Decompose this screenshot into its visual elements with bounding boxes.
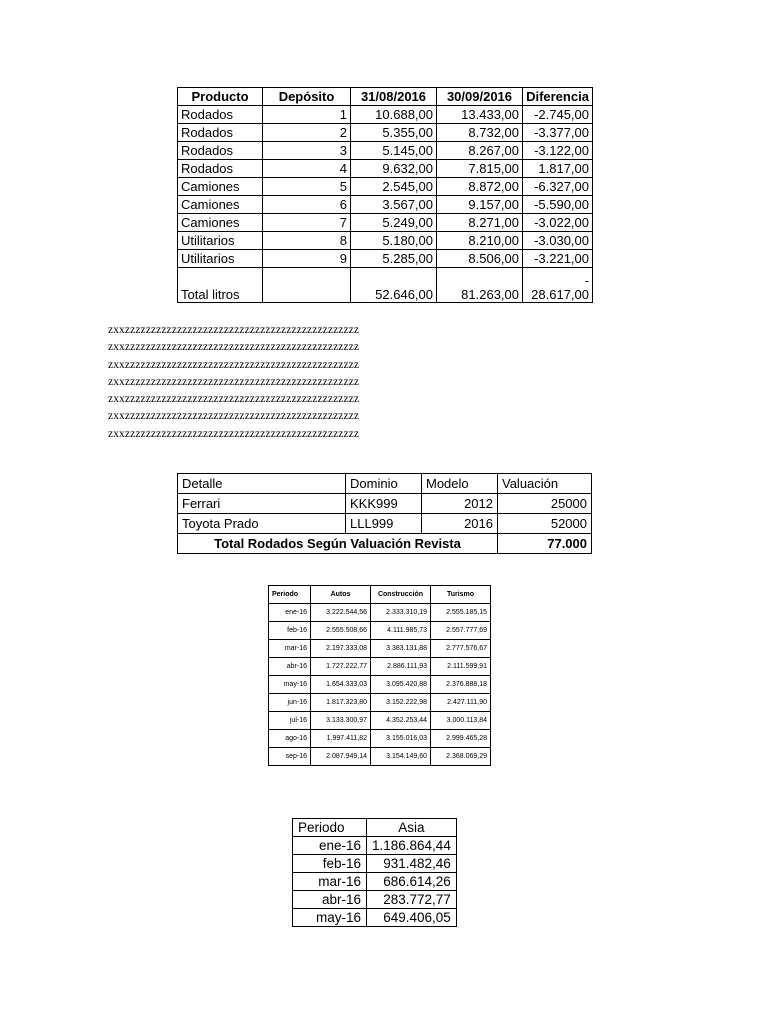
construccion-cell: 4.111.985,73 <box>371 622 431 640</box>
stock-table <box>177 87 593 303</box>
table-row <box>269 658 491 676</box>
table-row <box>178 106 593 124</box>
date2-cell: 8.506,00 <box>437 250 523 268</box>
asia-value-cell: 931.482,46 <box>367 855 457 873</box>
sector-header <box>269 586 491 604</box>
table-row <box>269 694 491 712</box>
table-row <box>269 676 491 694</box>
autos-cell: 1.817.323,80 <box>311 694 371 712</box>
modelo-cell: 2016 <box>422 514 498 534</box>
table-row <box>178 124 593 142</box>
header-diferencia: Diferencia <box>523 88 593 106</box>
table-row <box>269 622 491 640</box>
producto-cell: Utilitarios <box>178 232 263 250</box>
table-row <box>269 730 491 748</box>
filler-text-block <box>108 322 359 443</box>
periodo-cell: abr-16 <box>269 658 311 676</box>
detalle-cell: Ferrari <box>178 494 346 514</box>
asia-value-cell: 1.186.864,44 <box>367 837 457 855</box>
detalle-cell: Toyota Prado <box>178 514 346 534</box>
date2-cell: 8.267,00 <box>437 142 523 160</box>
sector-table <box>268 585 491 766</box>
autos-cell: 2.197.333,08 <box>311 640 371 658</box>
asia-header <box>293 819 457 837</box>
deposito-cell: 1 <box>263 106 351 124</box>
construccion-cell: 4.352.253,44 <box>371 712 431 730</box>
date2-cell: 7.815,00 <box>437 160 523 178</box>
date2-cell: 8.732,00 <box>437 124 523 142</box>
filler-text-line: zxxzzzzzzzzzzzzzzzzzzzzzzzzzzzzzzzzzzzzzzzzzzzzz <box>108 410 360 423</box>
table-row <box>293 873 457 891</box>
construccion-cell: 3.152.222,98 <box>371 694 431 712</box>
header-modelo: Modelo <box>422 474 498 494</box>
diferencia-cell: -5.590,00 <box>523 196 593 214</box>
autos-cell: 3.133.300,97 <box>311 712 371 730</box>
periodo-cell: mar-16 <box>269 640 311 658</box>
deposito-cell: 5 <box>263 178 351 196</box>
producto-cell: Utilitarios <box>178 250 263 268</box>
diferencia-cell: -3.377,00 <box>523 124 593 142</box>
turismo-cell: 2.376.888,18 <box>431 676 491 694</box>
filler-text-line: zxxzzzzzzzzzzzzzzzzzzzzzzzzzzzzzzzzzzzzzzzzzzzzz <box>108 393 360 406</box>
date1-cell: 5.249,00 <box>351 214 437 232</box>
table-row <box>178 142 593 160</box>
header-periodo: Periodo <box>269 586 311 604</box>
header-producto: Producto <box>178 88 263 106</box>
diferencia-cell: -3.022,00 <box>523 214 593 232</box>
diferencia-cell: -6.327,00 <box>523 178 593 196</box>
turismo-cell: 2.111.599,91 <box>431 658 491 676</box>
table-row <box>269 748 491 766</box>
date2-cell: 8.210,00 <box>437 232 523 250</box>
construccion-cell: 2.333.310,19 <box>371 604 431 622</box>
turismo-cell: 2.427.111,90 <box>431 694 491 712</box>
deposito-cell: 4 <box>263 160 351 178</box>
turismo-cell: 2.555.185,15 <box>431 604 491 622</box>
table-row <box>178 232 593 250</box>
periodo-cell: ago-16 <box>269 730 311 748</box>
table-row <box>178 178 593 196</box>
header-date-1: 31/08/2016 <box>351 88 437 106</box>
modelo-cell: 2012 <box>422 494 498 514</box>
date1-cell: 3.567,00 <box>351 196 437 214</box>
producto-cell: Rodados <box>178 106 263 124</box>
total-col1: 52.646,00 <box>351 268 437 303</box>
header-dominio: Dominio <box>346 474 422 494</box>
stock-table-header <box>178 88 593 106</box>
header-detalle: Detalle <box>178 474 346 494</box>
table-row <box>293 909 457 927</box>
turismo-cell: 2.777.576,67 <box>431 640 491 658</box>
asia-periodo-cell: mar-16 <box>293 873 367 891</box>
table-row <box>178 250 593 268</box>
diferencia-cell: -2.745,00 <box>523 106 593 124</box>
total-diff <box>523 268 593 303</box>
asia-periodo-cell: abr-16 <box>293 891 367 909</box>
header-construccion: Construcción <box>371 586 431 604</box>
filler-text-line: zxxzzzzzzzzzzzzzzzzzzzzzzzzzzzzzzzzzzzzzzzzzzzzz <box>108 341 360 354</box>
dominio-cell: LLL999 <box>346 514 422 534</box>
date1-cell: 9.632,00 <box>351 160 437 178</box>
table-row <box>269 712 491 730</box>
turismo-cell: 2.368.069,29 <box>431 748 491 766</box>
valuation-total-label: Total Rodados Según Valuación Revista <box>178 534 498 554</box>
total-diff-sign: - <box>584 273 589 288</box>
autos-cell: 3.222.544,56 <box>311 604 371 622</box>
date1-cell: 5.180,00 <box>351 232 437 250</box>
construccion-cell: 3.154.149,60 <box>371 748 431 766</box>
total-col2: 81.263,00 <box>437 268 523 303</box>
total-empty-cell <box>263 268 351 303</box>
diferencia-cell: -3.221,00 <box>523 250 593 268</box>
table-row <box>269 640 491 658</box>
autos-cell: 1.997.411,82 <box>311 730 371 748</box>
asia-periodo-cell: may-16 <box>293 909 367 927</box>
diferencia-cell: -3.122,00 <box>523 142 593 160</box>
header-autos: Autos <box>311 586 371 604</box>
filler-text-line: zxxzzzzzzzzzzzzzzzzzzzzzzzzzzzzzzzzzzzzzzzzzzzzz <box>108 375 360 388</box>
deposito-cell: 2 <box>263 124 351 142</box>
periodo-cell: jun-16 <box>269 694 311 712</box>
deposito-cell: 3 <box>263 142 351 160</box>
date1-cell: 2.545,00 <box>351 178 437 196</box>
table-row <box>293 891 457 909</box>
construccion-cell: 3.155.016,03 <box>371 730 431 748</box>
valuacion-cell: 25000 <box>498 494 592 514</box>
turismo-cell: 3.000.113,84 <box>431 712 491 730</box>
producto-cell: Camiones <box>178 196 263 214</box>
construccion-cell: 3.383.131,88 <box>371 640 431 658</box>
turismo-cell: 2.999.465,28 <box>431 730 491 748</box>
total-diff-value: 28.617,00 <box>531 287 589 302</box>
valuation-total-value: 77.000 <box>498 534 592 554</box>
deposito-cell: 9 <box>263 250 351 268</box>
construccion-cell: 3.095.420,88 <box>371 676 431 694</box>
date1-cell: 10.688,00 <box>351 106 437 124</box>
filler-text-line: zxxzzzzzzzzzzzzzzzzzzzzzzzzzzzzzzzzzzzzzzzzzzzzz <box>108 324 360 336</box>
header-valuacion: Valuación <box>498 474 592 494</box>
periodo-cell: may-16 <box>269 676 311 694</box>
producto-cell: Rodados <box>178 160 263 178</box>
turismo-cell: 2.557.777,69 <box>431 622 491 640</box>
table-row <box>178 160 593 178</box>
deposito-cell: 8 <box>263 232 351 250</box>
autos-cell: 2.555.508,66 <box>311 622 371 640</box>
diferencia-cell: 1.817,00 <box>523 160 593 178</box>
autos-cell: 2.087.949,14 <box>311 748 371 766</box>
table-row <box>293 837 457 855</box>
vehicle-valuation-table <box>177 473 592 554</box>
autos-cell: 1.727.222,77 <box>311 658 371 676</box>
producto-cell: Camiones <box>178 214 263 232</box>
date2-cell: 9.157,00 <box>437 196 523 214</box>
producto-cell: Rodados <box>178 142 263 160</box>
filler-text-line: zxxzzzzzzzzzzzzzzzzzzzzzzzzzzzzzzzzzzzzzzzzzzzzz <box>108 427 360 440</box>
date2-cell: 13.433,00 <box>437 106 523 124</box>
table-row <box>178 514 592 534</box>
periodo-cell: feb-16 <box>269 622 311 640</box>
stock-total-row <box>178 268 593 303</box>
valuacion-cell: 52000 <box>498 514 592 534</box>
asia-table <box>292 818 457 927</box>
valuation-header <box>178 474 592 494</box>
periodo-cell: jul-16 <box>269 712 311 730</box>
date1-cell: 5.355,00 <box>351 124 437 142</box>
header-deposito: Depósito <box>263 88 351 106</box>
total-label: Total litros <box>178 268 263 303</box>
header-asia-periodo: Periodo <box>293 819 367 837</box>
producto-cell: Camiones <box>178 178 263 196</box>
deposito-cell: 7 <box>263 214 351 232</box>
header-turismo: Turismo <box>431 586 491 604</box>
construccion-cell: 2.886.111,93 <box>371 658 431 676</box>
periodo-cell: ene-16 <box>269 604 311 622</box>
header-asia: Asia <box>367 819 457 837</box>
periodo-cell: sep-16 <box>269 748 311 766</box>
autos-cell: 1.654.333,03 <box>311 676 371 694</box>
date2-cell: 8.271,00 <box>437 214 523 232</box>
deposito-cell: 6 <box>263 196 351 214</box>
date2-cell: 8.872,00 <box>437 178 523 196</box>
diferencia-cell: -3.030,00 <box>523 232 593 250</box>
table-row <box>178 494 592 514</box>
table-row <box>178 214 593 232</box>
asia-value-cell: 283.772,77 <box>367 891 457 909</box>
asia-value-cell: 686.614,26 <box>367 873 457 891</box>
date1-cell: 5.285,00 <box>351 250 437 268</box>
asia-periodo-cell: feb-16 <box>293 855 367 873</box>
date1-cell: 5.145,00 <box>351 142 437 160</box>
table-row <box>269 604 491 622</box>
dominio-cell: KKK999 <box>346 494 422 514</box>
header-date-2: 30/09/2016 <box>437 88 523 106</box>
producto-cell: Rodados <box>178 124 263 142</box>
table-row <box>293 855 457 873</box>
asia-periodo-cell: ene-16 <box>293 837 367 855</box>
valuation-total-row <box>178 534 592 554</box>
filler-text-line: zxxzzzzzzzzzzzzzzzzzzzzzzzzzzzzzzzzzzzzzzzzzzzzz <box>108 358 360 371</box>
asia-value-cell: 649.406,05 <box>367 909 457 927</box>
table-row <box>178 196 593 214</box>
